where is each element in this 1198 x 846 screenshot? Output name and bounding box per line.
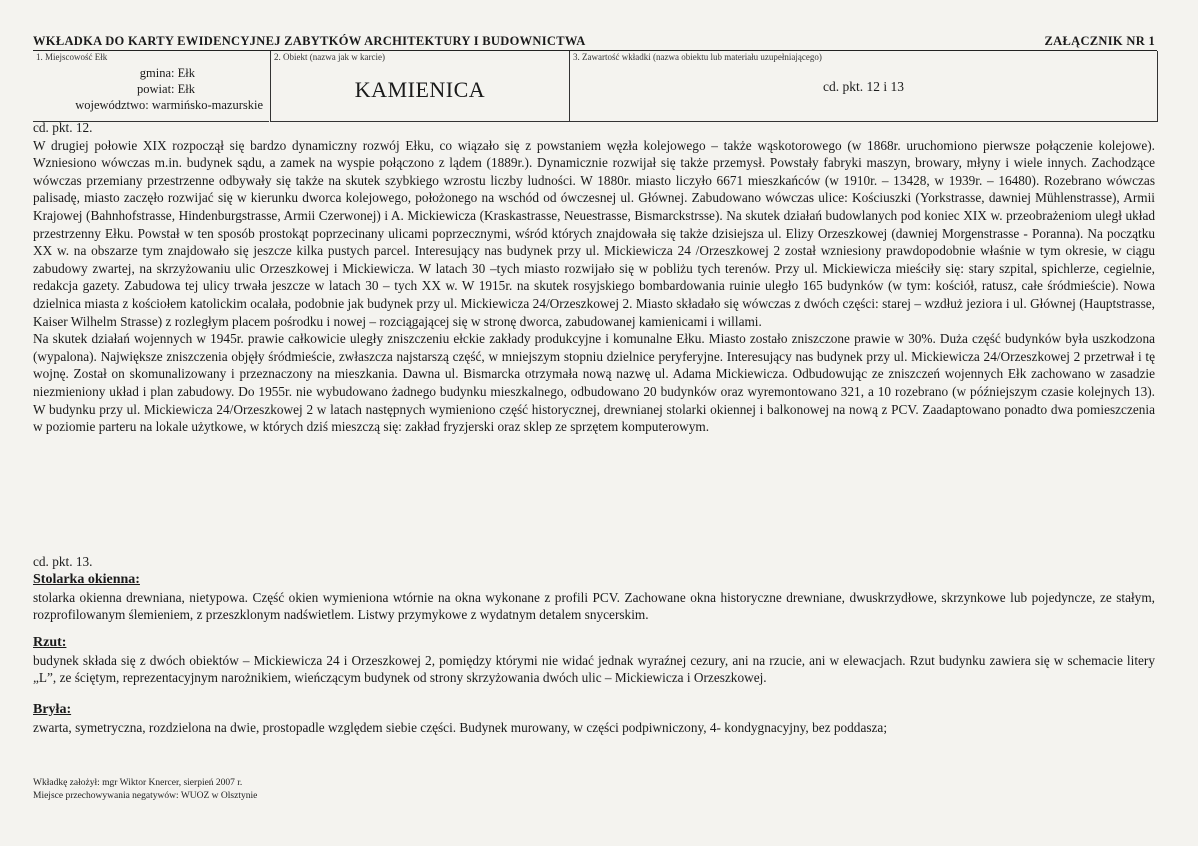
- spacer: [33, 624, 1155, 634]
- section-13-heading: cd. pkt. 13.: [33, 554, 93, 569]
- document-header: [33, 34, 1155, 50]
- location-label: 1. Miejscowość Ełk: [36, 52, 108, 62]
- section-12: [33, 119, 1155, 436]
- stolarka-text: stolarka okienna drewniana, nietypowa. Część okien wymieniona wtórnie na okna wykonane z profili PCV. Zachowane okna historyczne drewniane, dwuskrzydłowe, skrzynkowe lub pojedyncze, ze stałym, rozprofilowanym ślemieniem, z przeszklonym nadświetlem. Listwy przymykowe z wydatnym detalem snycerskim.: [33, 589, 1155, 623]
- bryla-title: Bryła:: [33, 701, 72, 717]
- section-12-paragraph-2: Na skutek działań wojennych w 1945r. prawie całkowicie uległy zniszczeniu ełckie zakłady produkcyjne i komunalne Ełku. Miasto zostało zniszczone prawie w 30%. Duża część budynków była uszkodzona (wypalona). Największe zniszczenia objęły śródmieście, zwłaszcza najstarszą część, w mniejszym stopniu dzielnice peryferyjne. Interesujący nas budynek przy ul. Mickiewicza 24/Orzeszkowej 2 przetrwał i tę wojnę. Został on skomunalizowany i przeznaczony na mieszkania. Dawna ul. Bismarcka otrzymała nową nazwę ul. Adama Mickiewicza. Odbudowując ze zniszczeń wojennych Ełk zachowano w zasadzie niezmieniony układ i plan zabudowy. Do 1955r. nie wybudowano żadnego budynku mieszkalnego, odbudowano 20 budynków oraz wyremontowano 321, a 10 rozebrano (w późniejszym czasie kolejnych 13). W budynku przy ul. Mickiewicza 24/Orzeszkowej 2 w latach następnych wymieniono część historycznej, drewnianej stolarki okiennej i balkonowej na nową z PCV. Zaadaptowano ponadto dwa pomieszczenia w poziomie parteru na lokale użytkowe, w których dziś mieszczą się: zakład fryzjerski oraz sklep ze sprzętem komputerowym.: [33, 331, 1155, 435]
- stolarka-title: Stolarka okienna:: [33, 571, 140, 587]
- powiat-value: powiat: Ełk: [137, 82, 195, 96]
- content-box: [569, 51, 1158, 122]
- document-title: WKŁADKA DO KARTY EWIDENCYJNEJ ZABYTKÓW ARCHITEKTURY I BUDOWNICTWA: [33, 34, 586, 48]
- document-footer: [33, 777, 257, 802]
- content-value: cd. pkt. 12 i 13: [823, 79, 904, 94]
- section-12-heading: cd. pkt. 12.: [33, 120, 93, 135]
- section-13: [33, 553, 1155, 737]
- rzut-text: budynek składa się z dwóch obiektów – Mickiewicza 24 i Orzeszkowej 2, pomiędzy którymi nie widać jednak wyraźnej cezury, ani na rzucie, ani w elewacjach. Rzut budynku zawiera się w schemacie litery „L”, ze ściętym, reprezentacyjnym narożnikiem, wieńczącym budynek od strony skrzyżowania dwóch ulic – Mickiewicza i Orzeszkowej.: [33, 652, 1155, 686]
- author-note: Wkładkę założył: mgr Wiktor Knercer, sierpień 2007 r.: [33, 778, 243, 788]
- negatives-location: Miejsce przechowywania negatywów: WUOZ w Olsztynie: [33, 790, 258, 801]
- rzut-title: Rzut:: [33, 634, 67, 650]
- content-label: 3. Zawartość wkładki (nazwa obiektu lub materiału uzupełniającego): [573, 52, 822, 62]
- spacer: [33, 687, 1155, 701]
- gmina-value: gmina: Ełk: [139, 66, 195, 80]
- section-12-paragraph-1: W drugiej połowie XIX rozpoczął się bardzo dynamiczny rozwój Ełku, co wiązało się z powstaniem węzła kolejowego – także wąskotorowego (w 1868r. uruchomiono pierwsze połączenie kolejowe). Wzniesiono wówczas m.in. budynek sądu, a zamek na wyspie połączono z lądem (1889r.). Dynamicznie rozwijał się także przemysł. Powstały fabryki maszyn, browary, młyny i wiele innych. Zachodzące wówczas przemiany przestrzenne odbywały się także na skutek szybkiego wzrostu liczby ludności. W 1880r. miasto liczyło 6671 mieszkańców (w 1910r. – 13428, w 1939r. – 16480). Rozebrano wówczas palisadę, miasto zaczęło rozwijać się w kierunku dworca kolejowego, położonego na wschód od ówczesnej ul. Głównej. Zabudowano wówczas ulice: Kościuszki (Yorkstrasse, dawniej Mühlenstrasse), Armii Krajowej (Bahnhofstrasse, Hindenburgstrasse, Armii Czerwonej) i A. Mickiewicza (Kraskastrasse, Neuestrasse, Bismarckstrsse). Na skutek działań budowlanych pod koniec XIX w. przeobrażeniom uległ układ przestrzenny Ełku. Powstał w ten sposób prostokąt poprzecinany ulicami poprzecznymi, wśród których znajdowała się także dzisiejsza ul. Elizy Orzeszkowej (dawniej Morgenstrasse - Poranna). Na początku XX w. na obszarze tym znajdowało się jeszcze kilka pustych parcel. Interesujący nas budynek przy ul. Mickiewicza 24 /Orzeszkowej 2 został wzniesiony prawdopodobnie właśnie w tym okresie, w ciągu zabudowy zwartej, na skrzyżowaniu ulic Orzeszkowej i Mickiewicza. W latach 30 –tych miasto rozwijało się w pobliżu tych terenów. Przy ul. Mickiewicza mieściły się: stary szpital, spichlerze, cegielnie, redakcja gazety. Zabudowa tej ulicy trwała jeszcze w latach 30 – tych XX w. W 1915r. na skutek rosyjskiego bombardowania ruinie uległo 165 budynków (w tym: kościół, ratusz, całe śródmieście). Nowa dzielnica miasta z kościołem katolickim ocalała, podobnie jak budynek przy ul. Mickiewicza 24/Orzeszkowej 2. Miasto składało się wówczas z dwóch części: starej – wzdłuż jeziora i ul. Głównej (Hauptstrasse, Kaiser Wilhelm Strasse) z rozległym placem pośrodku i nowej – rozciągającej się w stronę dworca, zabudowanej kamienicami i willami.: [33, 137, 1155, 329]
- bryla-text: zwarta, symetryczna, rozdzielona na dwie, prostopadle względem siebie części. Budynek murowany, w części podpiwniczony, 4- kondygnacyjny, bez poddasza;: [33, 719, 888, 735]
- object-name: KAMIENICA: [354, 77, 486, 102]
- location-box: [33, 51, 269, 122]
- wojewodztwo-value: województwo: warmińsko-mazurskie: [75, 98, 263, 112]
- object-label: 2. Obiekt (nazwa jak w karcie): [274, 52, 385, 62]
- attachment-number: ZAŁĄCZNIK NR 1: [1044, 34, 1155, 48]
- object-box: [270, 51, 569, 122]
